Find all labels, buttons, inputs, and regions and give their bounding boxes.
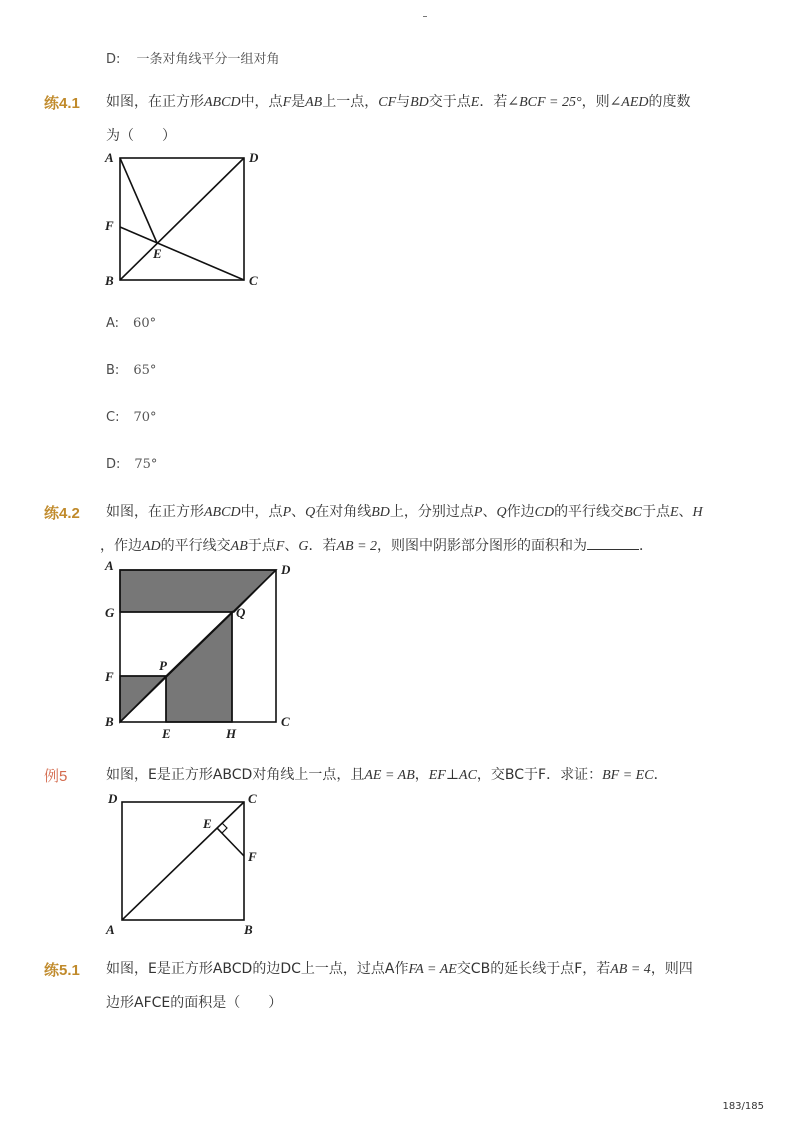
label-h: H — [226, 726, 237, 740]
question-4-1-line2: 为（ ） — [106, 128, 176, 144]
label-q: Q — [236, 605, 246, 620]
shaded-top — [120, 570, 276, 612]
label-d: D — [249, 150, 259, 165]
question-4-1-line1: 如图，在正方形ABCD中，点F是AB上一点，CF与BD交于点E．若∠BCF = 25°，则∠AED的度数 — [106, 94, 691, 110]
figure-4-2 — [100, 558, 300, 740]
header-mark — [423, 16, 427, 17]
right-angle-mark — [217, 823, 227, 833]
example-tag-5: 例5 — [44, 768, 68, 785]
segment-ae — [120, 158, 157, 243]
question-5-1-line2: 边形AFCE的面积是（ ） — [106, 995, 283, 1011]
answer-blank[interactable] — [587, 535, 639, 550]
label-d: D — [281, 562, 291, 577]
label-e: E — [153, 246, 162, 261]
label-f: F — [248, 849, 257, 864]
question-tag-4-2: 练4.2 — [44, 505, 80, 522]
label-b: B — [244, 922, 253, 936]
label-e: E — [162, 726, 171, 740]
option-letter: D: — [106, 52, 121, 67]
label-b: B — [105, 273, 114, 288]
question-5-1-line1: 如图，E是正方形ABCD的边DC上一点，过点A作FA = AE交CB的延长线于点F，若AB = 4，则四 — [106, 961, 693, 977]
question-4-2-line2: ，作边AD的平行线交AB于点F、G．若AB = 2，则图中阴影部分图形的面积和为 ． — [100, 535, 653, 557]
label-a: A — [106, 922, 115, 936]
segment-fc — [120, 227, 244, 280]
figure-4-1 — [100, 148, 270, 290]
label-d: D — [108, 791, 118, 806]
label-a: A — [105, 558, 114, 573]
label-p: P — [159, 658, 167, 673]
figure-example-5 — [100, 788, 275, 936]
question-4-2-line1: 如图，在正方形ABCD中，点P、Q在对角线BD上，分别过点P、Q作边CD的平行线交BC于点E、H — [106, 504, 703, 520]
example-5-text: 如图，E是正方形ABCD对角线上一点，且AE = AB，EF⊥AC，交BC于F．求证：BF = EC． — [106, 767, 668, 783]
option-text: 一条对角线平分一组对角 — [136, 52, 280, 67]
option-d[interactable]: D: 75° — [106, 457, 158, 472]
label-g: G — [105, 605, 115, 620]
label-c: C — [281, 714, 290, 729]
label-f: F — [105, 669, 114, 684]
label-b: B — [105, 714, 114, 729]
label-f: F — [105, 218, 114, 233]
option-a[interactable]: A: 60° — [106, 316, 157, 331]
prev-option-d — [106, 48, 280, 67]
option-c[interactable]: C: 70° — [106, 410, 157, 425]
label-c: C — [248, 791, 257, 806]
label-c: C — [249, 273, 258, 288]
label-a: A — [105, 150, 114, 165]
label-e: E — [203, 816, 212, 831]
question-tag-4-1: 练4.1 — [44, 95, 80, 112]
diagonal-ac — [122, 802, 244, 920]
option-b[interactable]: B: 65° — [106, 363, 157, 378]
page-number: 183/185 — [722, 1101, 764, 1112]
diagonal-bd — [120, 158, 244, 280]
question-tag-5-1: 练5.1 — [44, 962, 80, 979]
